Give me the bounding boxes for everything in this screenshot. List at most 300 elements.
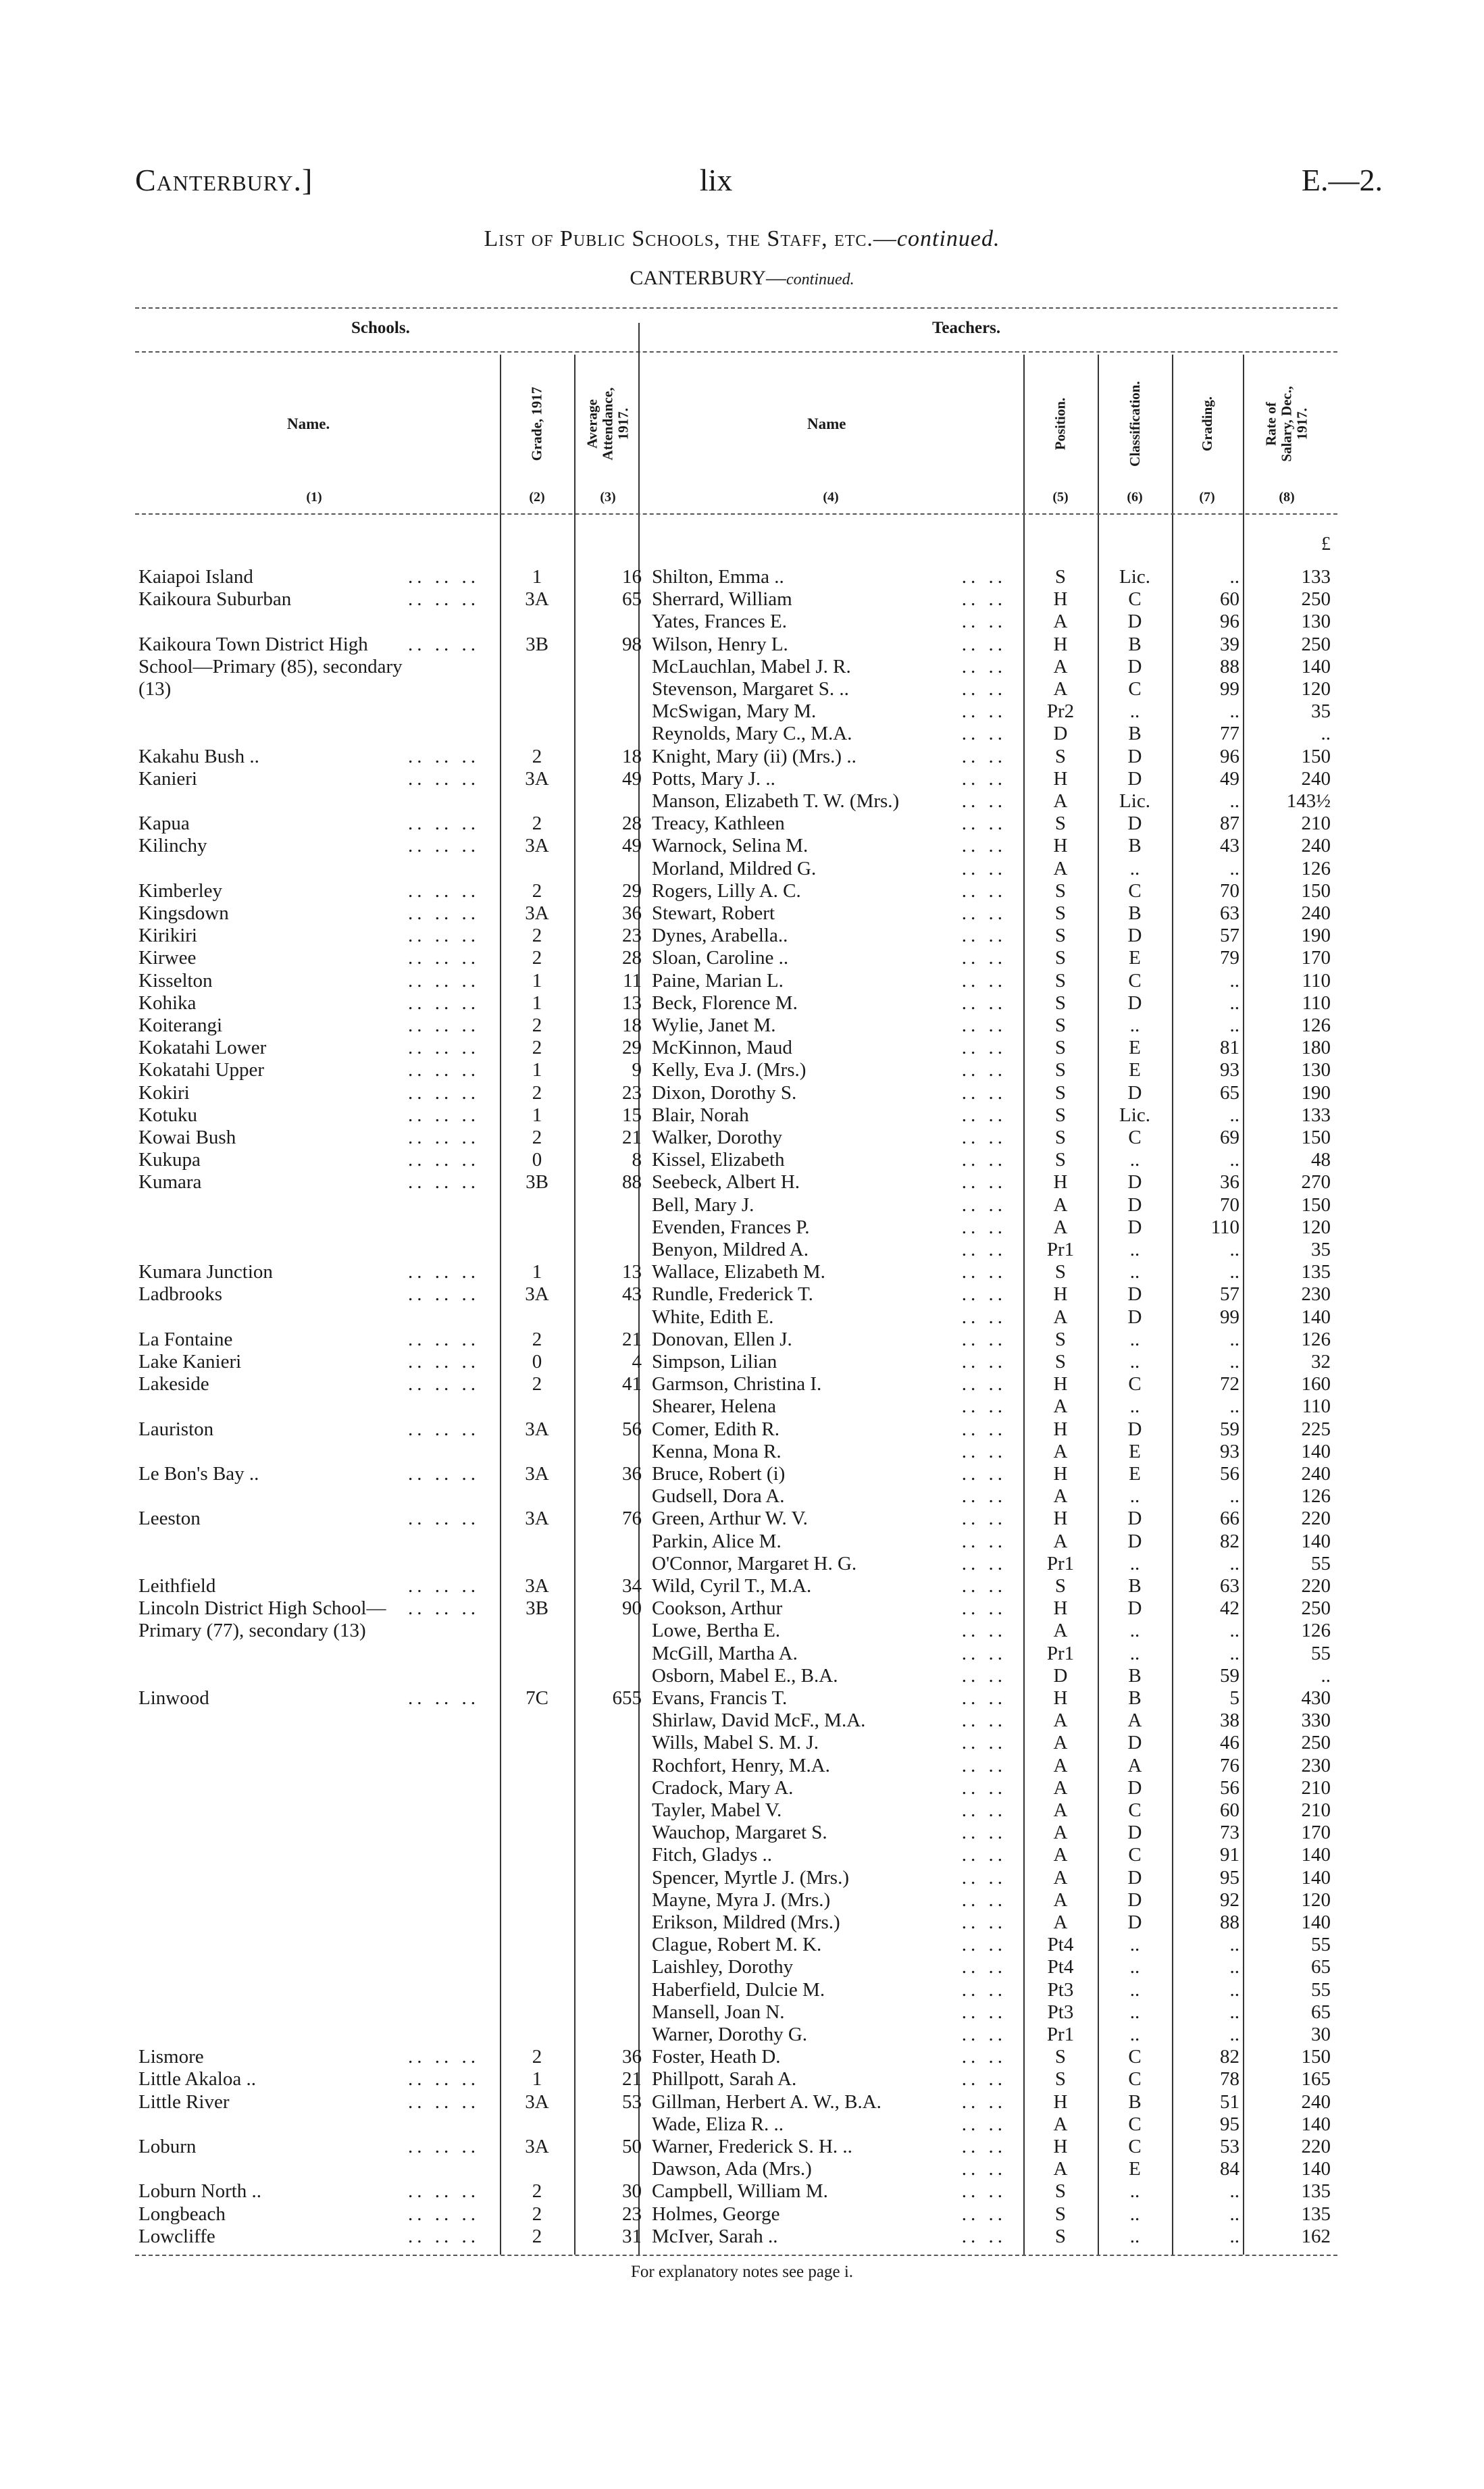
teacher-salary: 150 bbox=[1301, 879, 1331, 902]
teacher-salary: 430 bbox=[1301, 1687, 1331, 1709]
teacher-position: D bbox=[1053, 723, 1068, 745]
header-bottom-rule bbox=[135, 513, 1337, 515]
teacher-position: S bbox=[1054, 1149, 1067, 1171]
teacher-name: Wauchop, Margaret S. bbox=[652, 1822, 827, 1844]
leader-dots: .. .. .. bbox=[408, 745, 480, 767]
teacher-position: A bbox=[1053, 1754, 1068, 1776]
teacher-name: Cradock, Mary A. bbox=[652, 1776, 794, 1799]
average-attendance: 56 bbox=[622, 1418, 642, 1440]
teacher-grading: 42 bbox=[1220, 1597, 1239, 1620]
teacher-salary: 230 bbox=[1301, 1283, 1331, 1306]
teacher-position: S bbox=[1054, 2046, 1067, 2068]
average-attendance: 49 bbox=[622, 835, 642, 857]
leader-dots: .. .. .. bbox=[408, 1171, 480, 1194]
teacher-salary: 140 bbox=[1301, 655, 1331, 677]
teacher-name: McIver, Sarah .. bbox=[652, 2225, 778, 2247]
teacher-grading: .. bbox=[1229, 1395, 1239, 1418]
section-teachers: Teachers. bbox=[932, 319, 1001, 337]
teacher-grading: .. bbox=[1229, 2001, 1239, 2023]
teacher-name: Wilson, Henry L. bbox=[652, 633, 788, 655]
teacher-name: Reynolds, Mary C., M.A. bbox=[652, 723, 852, 745]
teacher-name: Benyon, Mildred A. bbox=[652, 1239, 809, 1260]
average-attendance: 18 bbox=[622, 1015, 642, 1036]
average-attendance: 50 bbox=[622, 2136, 642, 2157]
teacher-position: S bbox=[1054, 2068, 1067, 2090]
school-name: Linwood bbox=[138, 1687, 209, 1709]
teacher-salary: 220 bbox=[1301, 1508, 1331, 1530]
teacher-position: H bbox=[1053, 1687, 1068, 1709]
table-row bbox=[0, 1037, 1484, 1059]
teacher-classification: B bbox=[1128, 633, 1142, 655]
leader-dots: .. .. bbox=[961, 1328, 1006, 1350]
school-name: Koiterangi bbox=[138, 1015, 223, 1036]
school-name: Kohika bbox=[138, 992, 197, 1014]
teacher-salary: 140 bbox=[1301, 1440, 1331, 1462]
teacher-name: O'Connor, Margaret H. G. bbox=[652, 1552, 857, 1574]
school-grade: 3B bbox=[526, 1597, 548, 1620]
teacher-grading: 95 bbox=[1220, 2113, 1239, 2135]
school-name: Kumara bbox=[138, 1171, 202, 1194]
teacher-classification: .. bbox=[1129, 1956, 1140, 1978]
teacher-classification: D bbox=[1127, 1306, 1142, 1328]
teacher-name: Haberfield, Dulcie M. bbox=[652, 1978, 825, 2001]
table-bottom-rule bbox=[135, 2255, 1337, 2256]
table-row bbox=[0, 2024, 1484, 2046]
teacher-salary: 143½ bbox=[1286, 790, 1331, 812]
teacher-name: Tayler, Mabel V. bbox=[652, 1799, 782, 1821]
leader-dots: .. .. bbox=[961, 1216, 1006, 1238]
leader-dots: .. .. bbox=[961, 1306, 1006, 1328]
leader-dots: .. .. bbox=[961, 611, 1006, 633]
school-name: Lake Kanieri bbox=[138, 1351, 242, 1372]
teacher-name: Shirlaw, David McF., M.A. bbox=[652, 1710, 866, 1732]
col-grading bbox=[1172, 357, 1243, 492]
teacher-position: S bbox=[1054, 925, 1067, 947]
leader-dots: .. .. bbox=[961, 1911, 1006, 1933]
teacher-position: A bbox=[1053, 1911, 1068, 1933]
teacher-grading: .. bbox=[1229, 1956, 1239, 1978]
school-grade: 2 bbox=[532, 925, 542, 947]
table-row bbox=[0, 1463, 1484, 1485]
teacher-classification: D bbox=[1127, 1508, 1142, 1530]
average-attendance: 11 bbox=[623, 969, 642, 992]
teacher-grading: 72 bbox=[1220, 1373, 1239, 1395]
col-position bbox=[1023, 357, 1098, 492]
average-attendance: 4 bbox=[632, 1351, 642, 1372]
teacher-classification: .. bbox=[1129, 2024, 1140, 2045]
teacher-classification: E bbox=[1129, 947, 1141, 969]
average-attendance: 30 bbox=[622, 2180, 642, 2203]
table-row bbox=[0, 992, 1484, 1015]
teacher-position: A bbox=[1053, 1866, 1068, 1889]
col-number: (5) bbox=[1052, 490, 1069, 505]
teacher-grading: .. bbox=[1229, 1934, 1239, 1956]
teacher-salary: 250 bbox=[1301, 633, 1331, 655]
teacher-position: H bbox=[1053, 767, 1068, 790]
teacher-classification: Lic. bbox=[1119, 566, 1150, 588]
teacher-salary: 170 bbox=[1301, 947, 1331, 969]
table-row bbox=[0, 1351, 1484, 1373]
leader-dots: .. .. bbox=[961, 1754, 1006, 1776]
teacher-salary: 162 bbox=[1301, 2225, 1331, 2247]
school-name: Primary (77), secondary (13) bbox=[138, 1620, 366, 1642]
teacher-salary: 330 bbox=[1301, 1710, 1331, 1732]
teacher-position: S bbox=[1054, 813, 1067, 835]
school-name: Lakeside bbox=[138, 1373, 209, 1395]
col-attendance bbox=[574, 357, 642, 492]
teacher-position: H bbox=[1053, 1508, 1068, 1530]
teacher-salary: 55 bbox=[1311, 1978, 1331, 2001]
average-attendance: 36 bbox=[622, 1463, 642, 1485]
teacher-grading: 79 bbox=[1220, 947, 1239, 969]
teacher-position: S bbox=[1054, 1127, 1067, 1148]
leader-dots: .. .. .. bbox=[408, 1283, 480, 1306]
teacher-position: Pt3 bbox=[1047, 1978, 1074, 2001]
leader-dots: .. .. bbox=[961, 1239, 1006, 1260]
teacher-name: Warner, Frederick S. H. .. bbox=[652, 2136, 852, 2157]
teacher-position: A bbox=[1053, 611, 1068, 633]
leader-dots: .. .. bbox=[961, 1732, 1006, 1754]
leader-dots: .. .. bbox=[961, 992, 1006, 1014]
school-grade: 1 bbox=[532, 566, 542, 588]
teacher-position: S bbox=[1054, 1015, 1067, 1036]
teacher-grading: 82 bbox=[1220, 2046, 1239, 2068]
teacher-salary: 65 bbox=[1311, 1956, 1331, 1978]
leader-dots: .. .. bbox=[961, 1127, 1006, 1148]
teacher-grading: 96 bbox=[1220, 745, 1239, 767]
leader-dots: .. .. .. bbox=[408, 947, 480, 969]
teacher-classification: .. bbox=[1129, 1328, 1140, 1350]
teacher-salary: 135 bbox=[1301, 1261, 1331, 1283]
teacher-grading: 91 bbox=[1220, 1844, 1239, 1866]
teacher-grading: 76 bbox=[1220, 1754, 1239, 1776]
leader-dots: .. .. bbox=[961, 1664, 1006, 1687]
teacher-name: Green, Arthur W. V. bbox=[652, 1508, 808, 1530]
school-grade: 3A bbox=[525, 767, 549, 790]
teacher-name: Manson, Elizabeth T. W. (Mrs.) bbox=[652, 790, 900, 812]
teacher-salary: 210 bbox=[1301, 813, 1331, 835]
teacher-name: Laishley, Dorothy bbox=[652, 1956, 794, 1978]
teacher-grading: 60 bbox=[1220, 1799, 1239, 1821]
teacher-position: Pt4 bbox=[1047, 1956, 1074, 1978]
table-row bbox=[0, 1485, 1484, 1508]
average-attendance: 28 bbox=[622, 813, 642, 835]
leader-dots: .. .. bbox=[961, 678, 1006, 700]
leader-dots: .. .. bbox=[961, 1485, 1006, 1508]
leader-dots: .. .. bbox=[961, 1081, 1006, 1104]
leader-dots: .. .. bbox=[961, 1395, 1006, 1418]
table-row bbox=[0, 1822, 1484, 1844]
leader-dots: .. .. bbox=[961, 1822, 1006, 1844]
table-row bbox=[0, 2158, 1484, 2180]
table-row bbox=[0, 2203, 1484, 2226]
leader-dots: .. .. bbox=[961, 925, 1006, 947]
teacher-salary: 126 bbox=[1301, 1328, 1331, 1350]
teacher-name: Stewart, Robert bbox=[652, 902, 775, 924]
table-row bbox=[0, 813, 1484, 835]
teacher-grading: .. bbox=[1229, 1104, 1239, 1126]
table-row bbox=[0, 768, 1484, 790]
teacher-salary: 32 bbox=[1311, 1351, 1331, 1372]
table-row bbox=[0, 835, 1484, 857]
teacher-classification: D bbox=[1127, 992, 1142, 1014]
teacher-salary: 140 bbox=[1301, 1530, 1331, 1552]
teacher-name: McLauchlan, Mabel J. R. bbox=[652, 655, 851, 677]
leader-dots: .. .. bbox=[961, 1261, 1006, 1283]
table-row bbox=[0, 1283, 1484, 1306]
teacher-classification: D bbox=[1127, 925, 1142, 947]
teacher-classification: D bbox=[1127, 1171, 1142, 1194]
col-classification bbox=[1098, 357, 1172, 492]
school-name: Leithfield bbox=[138, 1575, 216, 1597]
leader-dots: .. .. bbox=[961, 790, 1006, 812]
average-attendance: 98 bbox=[622, 633, 642, 655]
average-attendance: 29 bbox=[622, 879, 642, 902]
teacher-position: A bbox=[1053, 1732, 1068, 1754]
leader-dots: .. .. .. bbox=[408, 1351, 480, 1372]
table-row bbox=[0, 1015, 1484, 1037]
teacher-name: Treacy, Kathleen bbox=[652, 813, 785, 835]
leader-dots: .. .. bbox=[961, 1575, 1006, 1597]
teacher-position: S bbox=[1054, 1328, 1067, 1350]
teacher-grading: .. bbox=[1229, 790, 1239, 812]
teacher-salary: 240 bbox=[1301, 767, 1331, 790]
teacher-grading: .. bbox=[1229, 2225, 1239, 2247]
table-row bbox=[0, 1194, 1484, 1216]
teacher-position: H bbox=[1053, 1463, 1068, 1485]
teacher-grading: .. bbox=[1229, 1328, 1239, 1350]
table-row bbox=[0, 1799, 1484, 1822]
leader-dots: .. .. .. bbox=[408, 813, 480, 835]
teacher-position: A bbox=[1053, 1620, 1068, 1642]
leader-dots: .. .. bbox=[961, 1530, 1006, 1552]
teacher-salary: 126 bbox=[1301, 857, 1331, 879]
school-grade: 2 bbox=[532, 1373, 542, 1395]
school-grade: 2 bbox=[532, 1037, 542, 1059]
teacher-classification: .. bbox=[1129, 1149, 1140, 1171]
leader-dots: .. .. bbox=[961, 1552, 1006, 1574]
teacher-classification: .. bbox=[1129, 1395, 1140, 1418]
teacher-position: S bbox=[1054, 1081, 1067, 1104]
teacher-position: H bbox=[1053, 2136, 1068, 2157]
teacher-classification: D bbox=[1127, 1866, 1142, 1889]
table-row bbox=[0, 588, 1484, 611]
teacher-salary: 65 bbox=[1311, 2001, 1331, 2023]
teacher-classification: C bbox=[1128, 2046, 1142, 2068]
teacher-salary: 170 bbox=[1301, 1822, 1331, 1844]
teacher-grading: 93 bbox=[1220, 1440, 1239, 1462]
average-attendance: 21 bbox=[622, 1127, 642, 1148]
teacher-position: A bbox=[1053, 1440, 1068, 1462]
leader-dots: .. .. bbox=[961, 745, 1006, 767]
teacher-name: Beck, Florence M. bbox=[652, 992, 798, 1014]
leader-dots: .. .. .. bbox=[408, 2046, 480, 2068]
leader-dots: .. .. bbox=[961, 1978, 1006, 2001]
teacher-grading: .. bbox=[1229, 1642, 1239, 1664]
teacher-classification: C bbox=[1128, 1844, 1142, 1866]
leader-dots: .. .. bbox=[961, 1351, 1006, 1372]
leader-dots: .. .. bbox=[961, 1687, 1006, 1709]
teacher-classification: .. bbox=[1129, 1239, 1140, 1260]
teacher-classification: D bbox=[1127, 1911, 1142, 1933]
teacher-grading: .. bbox=[1229, 1149, 1239, 1171]
teacher-grading: .. bbox=[1229, 1261, 1239, 1283]
leader-dots: .. .. bbox=[961, 1463, 1006, 1485]
teacher-salary: 55 bbox=[1311, 1552, 1331, 1574]
school-name: (13) bbox=[138, 678, 172, 700]
teacher-position: A bbox=[1053, 1530, 1068, 1552]
table-row bbox=[0, 790, 1484, 813]
teacher-salary: 140 bbox=[1301, 1306, 1331, 1328]
leader-dots: .. .. .. bbox=[408, 2225, 480, 2247]
teacher-classification: D bbox=[1127, 1283, 1142, 1306]
teacher-position: H bbox=[1053, 633, 1068, 655]
teacher-name: McGill, Martha A. bbox=[652, 1642, 798, 1664]
teacher-grading: 59 bbox=[1220, 1664, 1239, 1687]
teacher-grading: .. bbox=[1229, 700, 1239, 723]
teacher-grading: 39 bbox=[1220, 633, 1239, 655]
teacher-position: Pr2 bbox=[1046, 700, 1075, 723]
teacher-salary: 160 bbox=[1301, 1373, 1331, 1395]
teacher-grading: 69 bbox=[1220, 1127, 1239, 1148]
leader-dots: .. .. bbox=[961, 1104, 1006, 1126]
teacher-grading: 51 bbox=[1220, 2090, 1239, 2113]
leader-dots: .. .. .. bbox=[408, 1261, 480, 1283]
school-grade: 3B bbox=[526, 1171, 548, 1194]
leader-dots: .. .. bbox=[961, 633, 1006, 655]
teacher-salary: 140 bbox=[1301, 2113, 1331, 2135]
average-attendance: 88 bbox=[622, 1171, 642, 1194]
col-number: (1) bbox=[306, 490, 322, 505]
average-attendance: 65 bbox=[622, 588, 642, 611]
school-grade: 7C bbox=[526, 1687, 548, 1709]
teacher-name: Mansell, Joan N. bbox=[652, 2001, 785, 2023]
teacher-classification: D bbox=[1127, 1081, 1142, 1104]
teacher-name: Evenden, Frances P. bbox=[652, 1216, 810, 1238]
teacher-grading: .. bbox=[1229, 2180, 1239, 2203]
school-grade: 3A bbox=[525, 588, 549, 611]
teacher-grading: .. bbox=[1229, 1239, 1239, 1260]
teacher-grading: .. bbox=[1229, 857, 1239, 879]
average-attendance: 23 bbox=[622, 1081, 642, 1104]
teacher-classification: B bbox=[1128, 835, 1142, 857]
teacher-name: Warnock, Selina M. bbox=[652, 835, 809, 857]
teacher-classification: D bbox=[1127, 655, 1142, 677]
teacher-classification: .. bbox=[1129, 2203, 1140, 2225]
teacher-classification: C bbox=[1128, 1127, 1142, 1148]
school-name: Kaiapoi Island bbox=[138, 566, 253, 588]
table-row bbox=[0, 656, 1484, 678]
teacher-position: A bbox=[1053, 1776, 1068, 1799]
school-grade: 2 bbox=[532, 879, 542, 902]
average-attendance: 49 bbox=[622, 767, 642, 790]
school-name: La Fontaine bbox=[138, 1328, 233, 1350]
teacher-classification: E bbox=[1129, 1463, 1141, 1485]
table-row bbox=[0, 678, 1484, 700]
table-row bbox=[0, 1395, 1484, 1418]
school-grade: 2 bbox=[532, 1127, 542, 1148]
table-row bbox=[0, 1732, 1484, 1754]
school-name: Kaikoura Suburban bbox=[138, 588, 292, 611]
leader-dots: .. .. .. bbox=[408, 767, 480, 790]
teacher-grading: 88 bbox=[1220, 655, 1239, 677]
school-name: Kisselton bbox=[138, 969, 213, 992]
teacher-name: Sloan, Caroline .. bbox=[652, 947, 789, 969]
subtitle-continued: continued. bbox=[786, 271, 854, 288]
teacher-salary: 220 bbox=[1301, 1575, 1331, 1597]
teacher-position: A bbox=[1053, 1889, 1068, 1911]
leader-dots: .. .. bbox=[961, 1037, 1006, 1059]
teacher-grading: 46 bbox=[1220, 1732, 1239, 1754]
teacher-position: S bbox=[1054, 879, 1067, 902]
leader-dots: .. .. bbox=[961, 1171, 1006, 1194]
teacher-classification: D bbox=[1127, 1822, 1142, 1844]
table-row bbox=[0, 1261, 1484, 1283]
teacher-classification: C bbox=[1128, 588, 1142, 611]
school-grade: 1 bbox=[532, 1104, 542, 1126]
teacher-grading: 88 bbox=[1220, 1911, 1239, 1933]
average-attendance: 23 bbox=[622, 925, 642, 947]
table-row bbox=[0, 1710, 1484, 1732]
teacher-position: A bbox=[1053, 1306, 1068, 1328]
school-grade: 0 bbox=[532, 1149, 542, 1171]
teacher-salary: .. bbox=[1321, 723, 1331, 745]
school-name: Kirwee bbox=[138, 947, 197, 969]
table-row bbox=[0, 700, 1484, 723]
teacher-name: White, Edith E. bbox=[652, 1306, 774, 1328]
col-number: (8) bbox=[1279, 490, 1295, 505]
teacher-name: Shilton, Emma .. bbox=[652, 566, 784, 588]
table-row bbox=[0, 1979, 1484, 2001]
teacher-classification: C bbox=[1128, 678, 1142, 700]
school-grade: 2 bbox=[532, 947, 542, 969]
table-row bbox=[0, 880, 1484, 902]
average-attendance: 43 bbox=[622, 1283, 642, 1306]
teacher-grading: 60 bbox=[1220, 588, 1239, 611]
teacher-position: S bbox=[1054, 2180, 1067, 2203]
leader-dots: .. .. bbox=[961, 947, 1006, 969]
school-grade: 3A bbox=[525, 1508, 549, 1530]
running-header-right: E.—2. bbox=[1301, 163, 1383, 197]
average-attendance: 13 bbox=[622, 992, 642, 1014]
leader-dots: .. .. .. bbox=[408, 902, 480, 924]
leader-dots: .. .. .. bbox=[408, 1104, 480, 1126]
school-grade: 2 bbox=[532, 1328, 542, 1350]
teacher-classification: D bbox=[1127, 1418, 1142, 1440]
teacher-name: Dynes, Arabella.. bbox=[652, 925, 788, 947]
teacher-position: A bbox=[1053, 678, 1068, 700]
table-row bbox=[0, 2001, 1484, 2024]
table-row bbox=[0, 723, 1484, 745]
teacher-name: Wild, Cyril T., M.A. bbox=[652, 1575, 812, 1597]
leader-dots: .. .. bbox=[961, 1642, 1006, 1664]
teacher-name: Donovan, Ellen J. bbox=[652, 1328, 792, 1350]
teacher-salary: 250 bbox=[1301, 1597, 1331, 1620]
teacher-salary: 120 bbox=[1301, 1889, 1331, 1911]
leader-dots: .. .. bbox=[961, 1059, 1006, 1081]
teacher-grading: 63 bbox=[1220, 1575, 1239, 1597]
title-continued: continued. bbox=[896, 226, 1000, 251]
table-row bbox=[0, 1643, 1484, 1665]
leader-dots: .. .. bbox=[961, 2136, 1006, 2157]
school-grade: 2 bbox=[532, 1015, 542, 1036]
teacher-name: Holmes, George bbox=[652, 2203, 780, 2225]
leader-dots: .. .. .. bbox=[408, 566, 480, 588]
teacher-position: S bbox=[1054, 1261, 1067, 1283]
leader-dots: .. .. bbox=[961, 1710, 1006, 1732]
teacher-name: Seebeck, Albert H. bbox=[652, 1171, 800, 1194]
leader-dots: .. .. bbox=[961, 655, 1006, 677]
